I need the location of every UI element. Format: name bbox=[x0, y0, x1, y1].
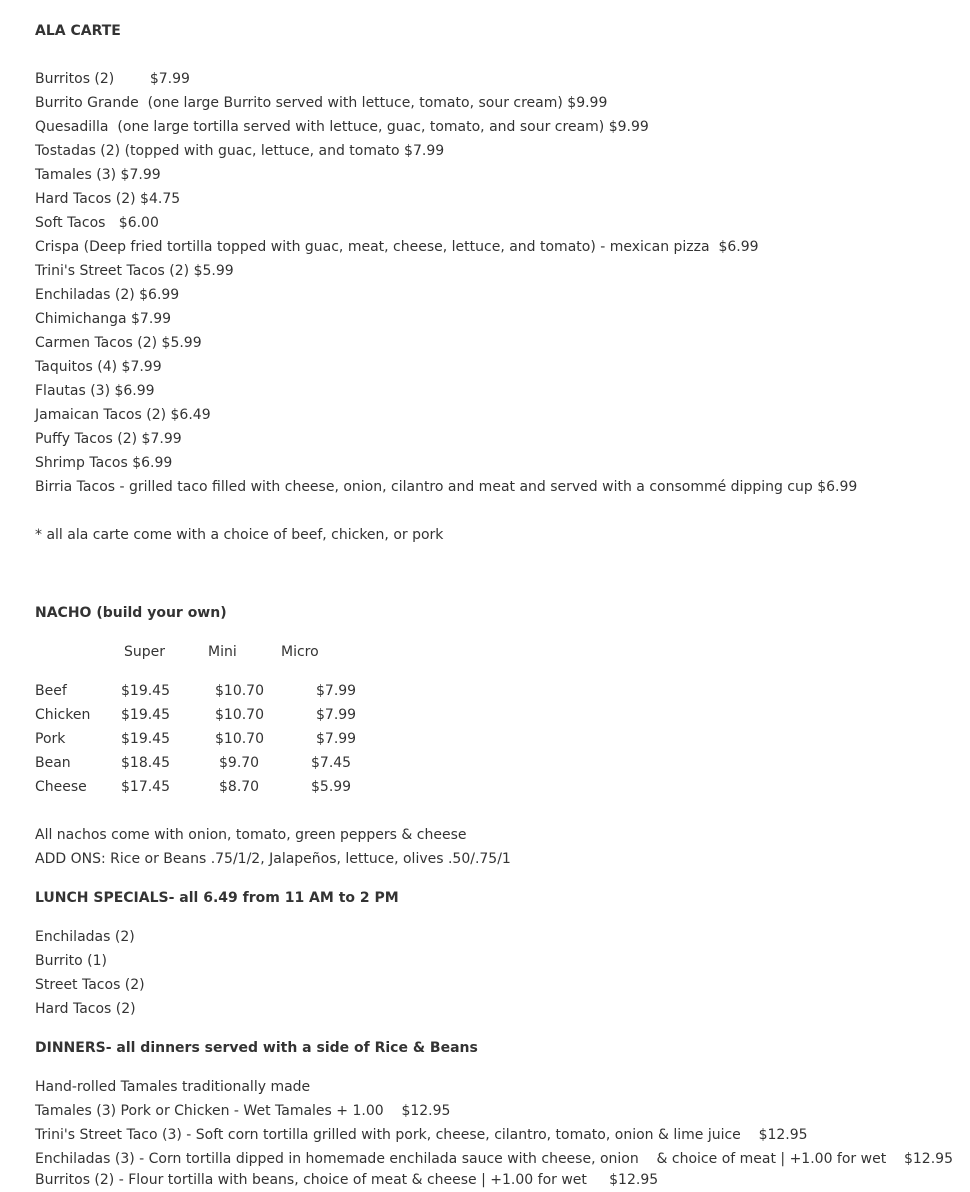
ala-carte-note: * all ala carte come with a choice of beef, chicken, or pork bbox=[35, 527, 444, 543]
menu-item: Burritos (2) $7.99 bbox=[35, 71, 190, 87]
nacho-row-mini: $9.70 bbox=[219, 755, 260, 771]
nacho-row-name: Pork bbox=[35, 731, 66, 747]
menu-item: Enchiladas (2) $6.99 bbox=[35, 287, 180, 303]
nacho-row-super: $17.45 bbox=[121, 779, 170, 795]
lunch-item: Street Tacos (2) bbox=[35, 977, 145, 993]
nacho-column-header: Mini bbox=[208, 644, 237, 660]
ala-carte-heading: ALA CARTE bbox=[35, 23, 121, 39]
nacho-row-super: $18.45 bbox=[121, 755, 170, 771]
menu-item: Birria Tacos - grilled taco filled with cheese, onion, cilantro and meat and served with a consommé dipping cup $6.99 bbox=[35, 479, 858, 495]
menu-item: Shrimp Tacos $6.99 bbox=[35, 455, 173, 471]
dinners-heading: DINNERS- all dinners served with a side of Rice & Beans bbox=[35, 1040, 478, 1056]
nacho-row-name: Chicken bbox=[35, 707, 91, 723]
dinner-item: Tamales (3) Pork or Chicken - Wet Tamales + 1.00 $12.95 bbox=[35, 1103, 451, 1119]
menu-item: Tamales (3) $7.99 bbox=[35, 167, 161, 183]
nacho-row-super: $19.45 bbox=[121, 707, 170, 723]
menu-item: Chimichanga $7.99 bbox=[35, 311, 172, 327]
menu-item: Quesadilla (one large tortilla served with lettuce, guac, tomato, and sour cream) $9.99 bbox=[35, 119, 649, 135]
menu-item: Burrito Grande (one large Burrito served with lettuce, tomato, sour cream) $9.99 bbox=[35, 95, 608, 111]
nacho-row-name: Bean bbox=[35, 755, 71, 771]
nacho-row-micro: $7.99 bbox=[316, 707, 357, 723]
nacho-heading: NACHO (build your own) bbox=[35, 605, 227, 621]
nacho-column-header: Super bbox=[124, 644, 166, 660]
menu-item: Flautas (3) $6.99 bbox=[35, 383, 155, 399]
menu-item: Carmen Tacos (2) $5.99 bbox=[35, 335, 202, 351]
menu-item: Jamaican Tacos (2) $6.49 bbox=[35, 407, 211, 423]
lunch-item: Burrito (1) bbox=[35, 953, 107, 969]
menu-item: Taquitos (4) $7.99 bbox=[35, 359, 162, 375]
dinner-item: Enchiladas (3) - Corn tortilla dipped in homemade enchilada sauce with cheese, onion & choice of meat | +1.00 for wet $12.95 bbox=[35, 1151, 953, 1167]
nacho-column-header: Micro bbox=[281, 644, 319, 660]
dinner-item: Burritos (2) - Flour tortilla with beans, choice of meat & cheese | +1.00 for wet $12.95 bbox=[35, 1172, 659, 1188]
nacho-row-micro: $7.99 bbox=[316, 731, 357, 747]
nacho-note: All nachos come with onion, tomato, green peppers & cheese bbox=[35, 827, 467, 843]
menu-item: Crispa (Deep fried tortilla topped with guac, meat, cheese, lettuce, and tomato) - mexican pizza $6.99 bbox=[35, 239, 759, 255]
menu-item: Tostadas (2) (topped with guac, lettuce, and tomato $7.99 bbox=[35, 143, 445, 159]
menu-item: Hard Tacos (2) $4.75 bbox=[35, 191, 181, 207]
nacho-row-super: $19.45 bbox=[121, 731, 170, 747]
nacho-row-name: Cheese bbox=[35, 779, 87, 795]
dinner-item: Trini's Street Taco (3) - Soft corn tortilla grilled with pork, cheese, cilantro, tomato, onion & lime juice $12.95 bbox=[35, 1127, 808, 1143]
nacho-row-micro: $7.45 bbox=[311, 755, 352, 771]
lunch-item: Enchiladas (2) bbox=[35, 929, 135, 945]
nacho-row-mini: $10.70 bbox=[215, 707, 264, 723]
lunch-item: Hard Tacos (2) bbox=[35, 1001, 136, 1017]
menu-item: Puffy Tacos (2) $7.99 bbox=[35, 431, 182, 447]
nacho-row-mini: $10.70 bbox=[215, 683, 264, 699]
lunch-heading: LUNCH SPECIALS- all 6.49 from 11 AM to 2 PM bbox=[35, 890, 399, 906]
nacho-row-mini: $10.70 bbox=[215, 731, 264, 747]
menu-item: Trini's Street Tacos (2) $5.99 bbox=[35, 263, 234, 279]
nacho-row-name: Beef bbox=[35, 683, 67, 699]
nacho-row-mini: $8.70 bbox=[219, 779, 260, 795]
nacho-addons: ADD ONS: Rice or Beans .75/1/2, Jalapeños, lettuce, olives .50/.75/1 bbox=[35, 851, 511, 867]
dinner-item: Hand-rolled Tamales traditionally made bbox=[35, 1079, 311, 1095]
nacho-row-super: $19.45 bbox=[121, 683, 170, 699]
nacho-row-micro: $5.99 bbox=[311, 779, 352, 795]
nacho-row-micro: $7.99 bbox=[316, 683, 357, 699]
menu-item: Soft Tacos $6.00 bbox=[35, 215, 159, 231]
